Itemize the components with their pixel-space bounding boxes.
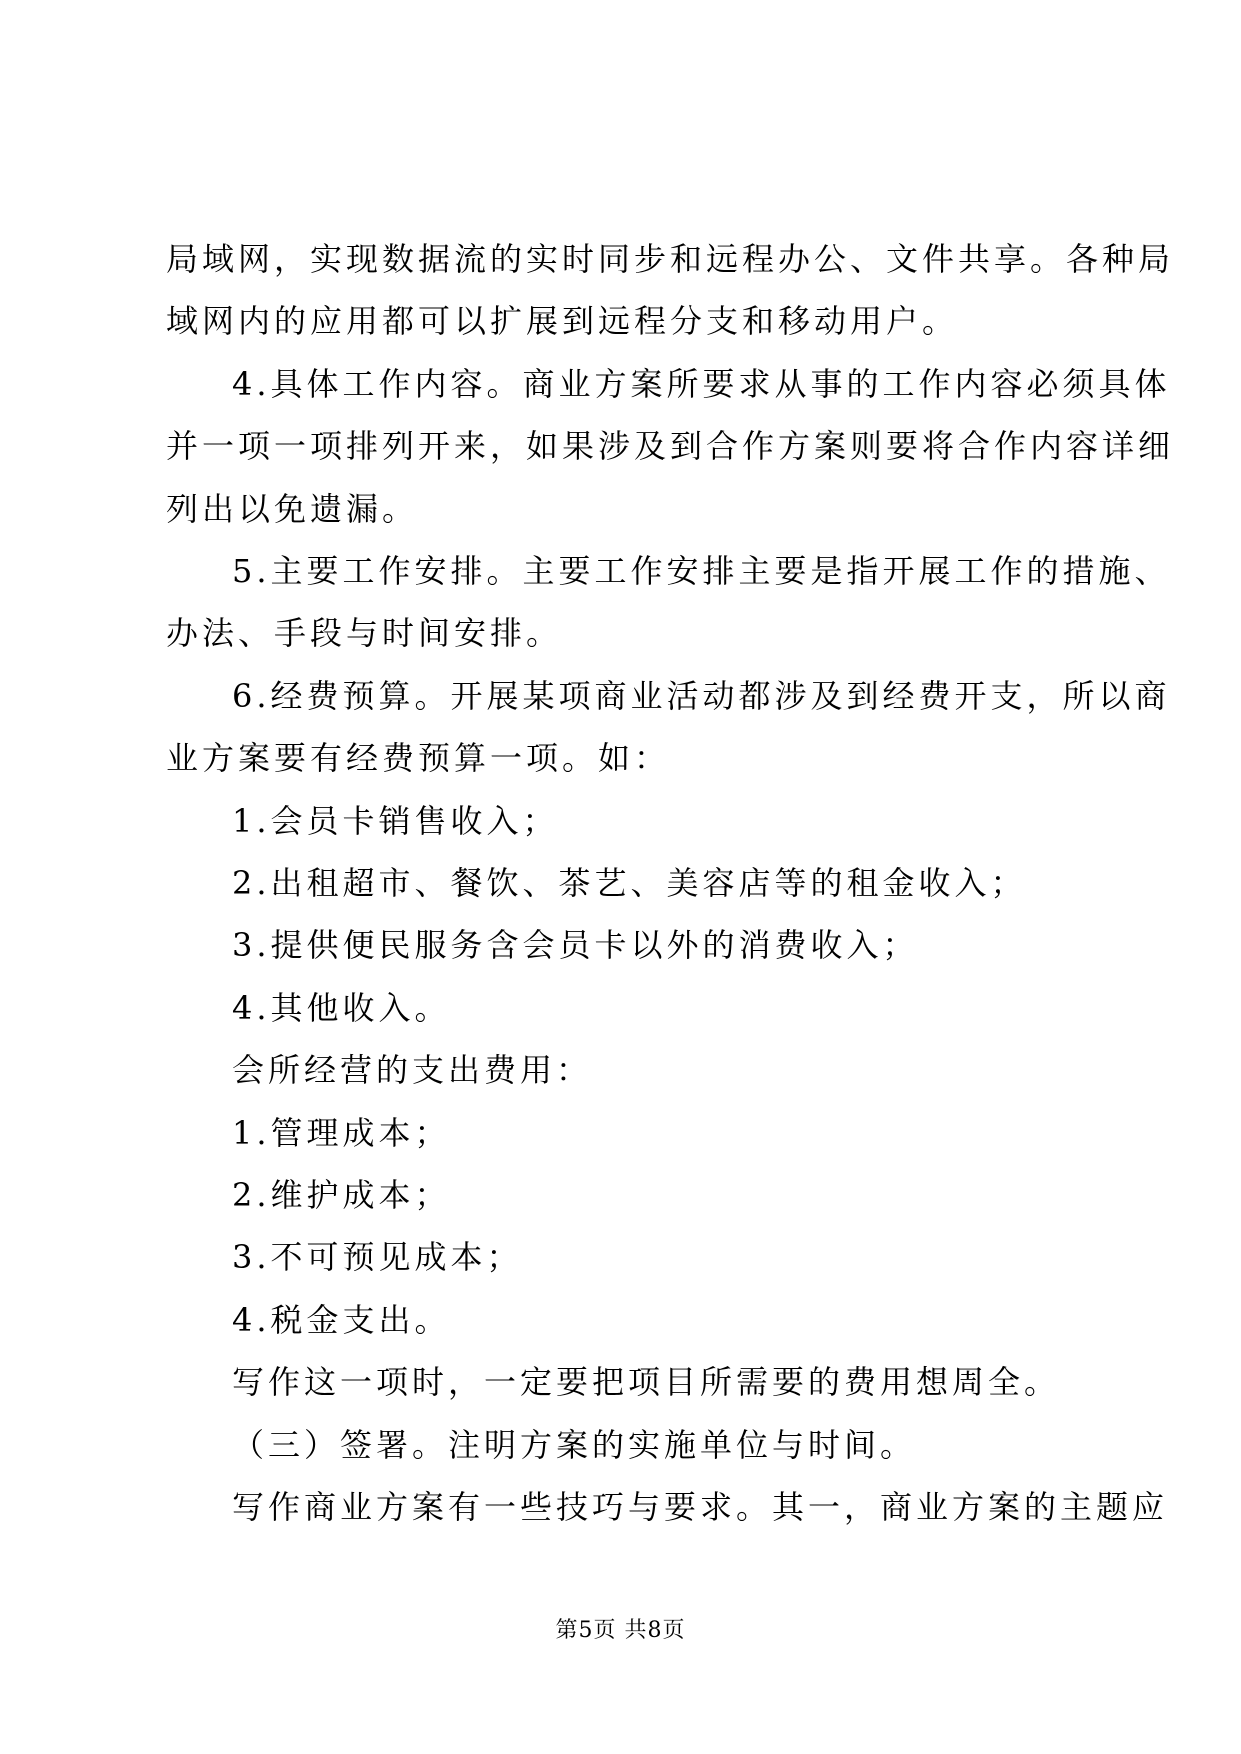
body-line-4: 并一项一项排列开来，如果涉及到合作方案则要将合作内容详细: [166, 427, 1175, 465]
body-line-21: 写作商业方案有一些技巧与要求。其一，商业方案的主题应: [232, 1488, 1169, 1526]
expense-list-item-2: 2.维护成本；: [232, 1176, 451, 1214]
body-line-5: 列出以免遗漏。: [166, 490, 419, 528]
page-footer: 第5页 共8页: [555, 1618, 686, 1643]
section-heading-5: 5.主要工作安排。主要工作安排主要是指开展工作的措施、: [232, 552, 1171, 590]
section-heading-6: 6.经费预算。开展某项商业活动都涉及到经费开支，所以商: [232, 677, 1171, 715]
income-list-item-3: 3.提供便民服务含会员卡以外的消费收入；: [232, 926, 919, 964]
body-line-2: 域网内的应用都可以扩展到远程分支和移动用户。: [166, 302, 959, 340]
expense-list-item-1: 1.管理成本；: [232, 1114, 451, 1152]
section-heading-4: 4.具体工作内容。商业方案所要求从事的工作内容必须具体: [232, 365, 1171, 403]
expense-list-item-3: 3.不可预见成本；: [232, 1238, 523, 1276]
body-line-7: 办法、手段与时间安排。: [166, 614, 563, 652]
income-list-item-4: 4.其他收入。: [232, 989, 451, 1027]
section-heading-3: （三）签署。注明方案的实施单位与时间。: [232, 1426, 917, 1464]
body-line-9: 业方案要有经费预算一项。如：: [166, 739, 671, 777]
expense-list-item-4: 4.税金支出。: [232, 1301, 451, 1339]
body-line-19: 写作这一项时，一定要把项目所需要的费用想周全。: [232, 1363, 1061, 1401]
body-line-1: 局域网，实现数据流的实时同步和远程办公、文件共享。各种局: [166, 240, 1175, 278]
income-list-item-2: 2.出租超市、餐饮、茶艺、美容店等的租金收入；: [232, 864, 1027, 902]
expense-heading: 会所经营的支出费用：: [232, 1051, 593, 1089]
income-list-item-1: 1.会员卡销售收入；: [232, 802, 559, 840]
